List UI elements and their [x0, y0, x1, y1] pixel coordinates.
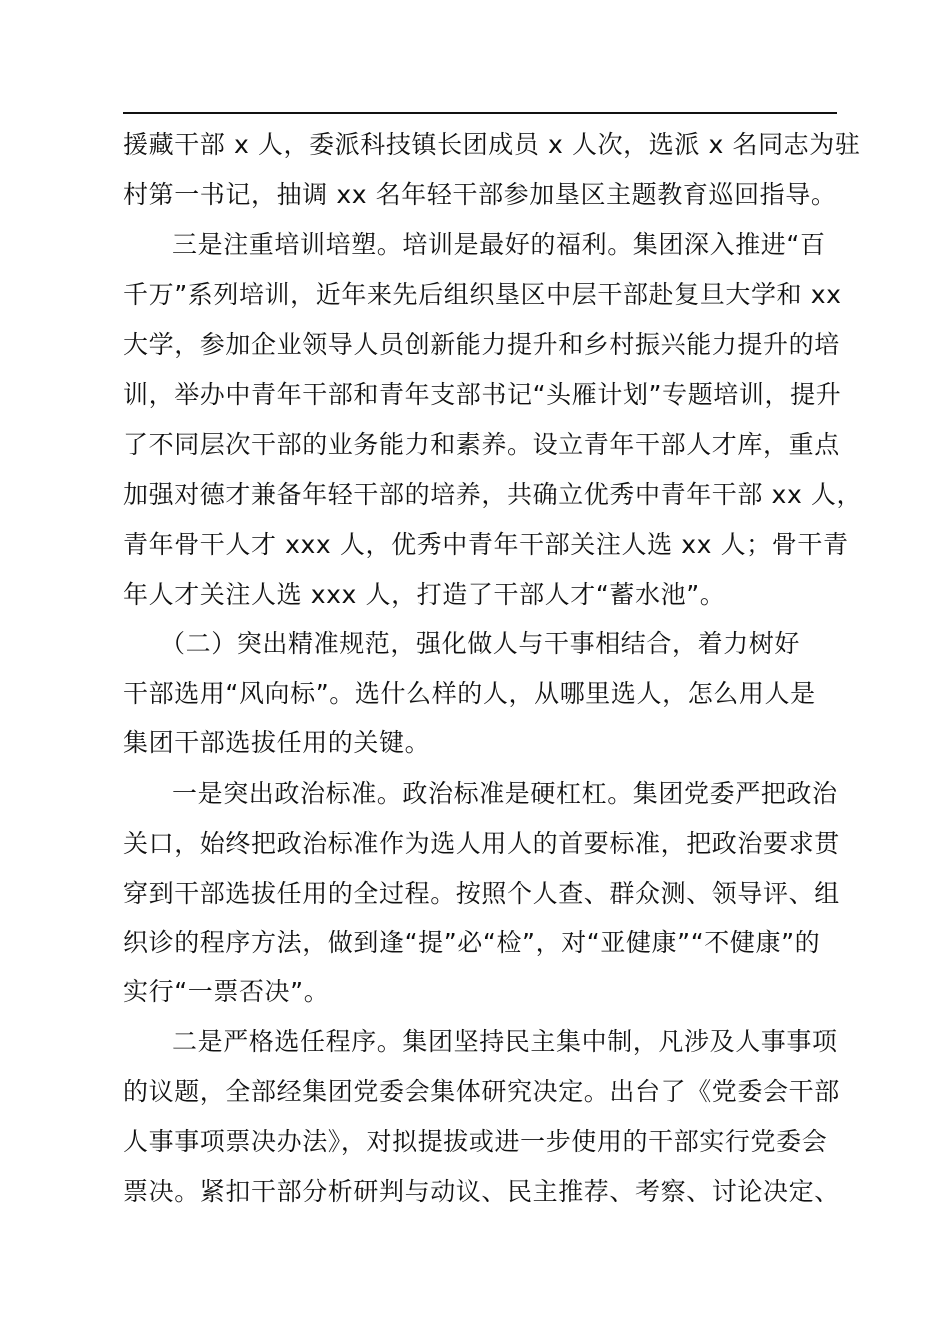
header-rule: [123, 112, 837, 114]
text-line: 织诊的程序方法，做到逢“提”必“检”，对“亚健康”“不健康”的: [123, 928, 821, 957]
section-heading-line: （二）突出精准规范，强化做人与干事相结合，着力树好: [160, 629, 801, 658]
text-line: 票决。紧扣干部分析研判与动议、民主推荐、考察、讨论决定、: [123, 1177, 840, 1206]
section-heading-line: 集团干部选拔任用的关键。: [123, 728, 431, 757]
text-line: 年人才关注人选 xxx 人，打造了干部人才“蓄水池”。: [123, 580, 726, 609]
text-line: 村第一书记，抽调 xx 名年轻干部参加垦区主题教育巡回指导。: [123, 180, 837, 209]
section-heading-line: 干部选用“风向标”。选什么样的人，从哪里选人，怎么用人是: [123, 679, 816, 708]
text-line: 实行“一票否决”。: [123, 977, 330, 1006]
text-line: 穿到干部选拔任用的全过程。按照个人查、群众测、领导评、组: [123, 879, 840, 908]
text-line: 青年骨干人才 xxx 人，优秀中青年干部关注人选 xx 人；骨干青: [123, 530, 849, 559]
text-line: 三是注重培训培塑。培训是最好的福利。集团深入推进“百: [172, 230, 826, 259]
text-line: 的议题，全部经集团党委会集体研究决定。出台了《党委会干部: [123, 1077, 840, 1106]
text-line: 了不同层次干部的业务能力和素养。设立青年干部人才库，重点: [123, 430, 840, 459]
text-line: 千万”系列培训，近年来先后组织垦区中层干部赴复旦大学和 xx: [123, 280, 842, 309]
text-line: 援藏干部 x 人，委派科技镇长团成员 x 人次，选派 x 名同志为驻: [123, 130, 861, 159]
text-line: 大学，参加企业领导人员创新能力提升和乡村振兴能力提升的培: [123, 330, 840, 359]
text-line: 人事事项票决办法》，对拟提拔或进一步使用的干部实行党委会: [123, 1127, 828, 1156]
text-line: 加强对德才兼备年轻干部的培养，共确立优秀中青年干部 xx 人，: [123, 480, 863, 509]
text-line: 一是突出政治标准。政治标准是硬杠杠。集团党委严把政治: [172, 779, 838, 808]
text-line: 训，举办中青年干部和青年支部书记“头雁计划”专题培训，提升: [123, 380, 842, 409]
text-line: 关口，始终把政治标准作为选人用人的首要标准，把政治要求贯: [123, 829, 840, 858]
text-line: 二是严格选任程序。集团坚持民主集中制，凡涉及人事事项: [172, 1027, 838, 1056]
